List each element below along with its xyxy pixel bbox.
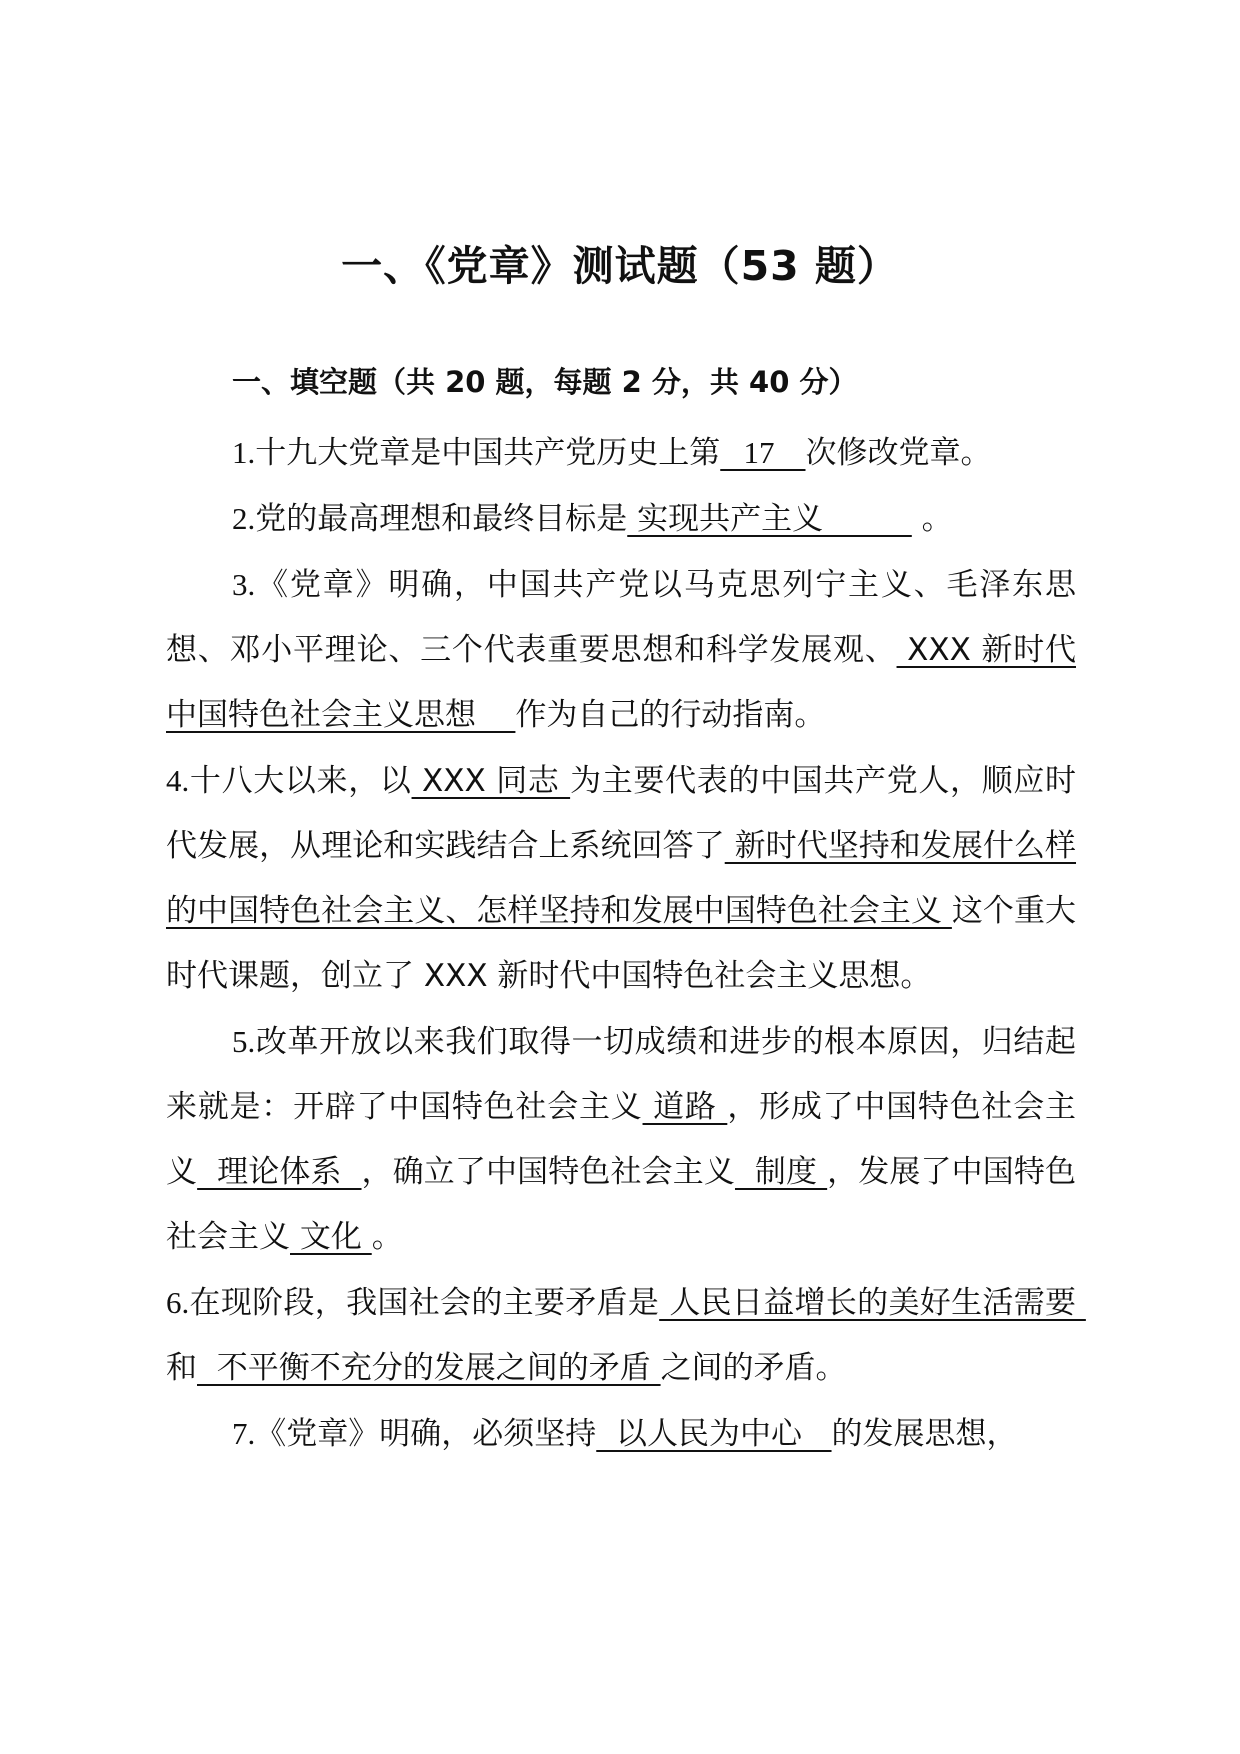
page-title: 一、《党章》测试题（53 题） xyxy=(341,242,899,290)
question-number: 7. xyxy=(232,1416,256,1451)
question-number: 1. xyxy=(232,435,256,470)
answer-blank: 不平衡不充分的发展之间的矛盾 xyxy=(197,1350,661,1386)
question-list xyxy=(166,420,1086,1467)
answer-blank: 17 xyxy=(720,435,806,470)
question-2 xyxy=(166,486,1076,552)
answer-blank: XXX 同志 xyxy=(411,763,571,799)
question-text: 之间的矛盾。 xyxy=(660,1350,847,1386)
question-5 xyxy=(166,1009,1076,1270)
question-text: 《党章》明确，必须坚持 xyxy=(255,1416,597,1452)
question-4 xyxy=(166,748,1076,1009)
question-number: 2. xyxy=(232,501,256,536)
question-number: 4. xyxy=(166,763,190,798)
answer-blank: 理论体系 xyxy=(197,1154,362,1190)
question-7 xyxy=(166,1401,1076,1467)
answer-blank: 文化 xyxy=(290,1219,372,1255)
answer-blank: 人民日益增长的美好生活需要 xyxy=(659,1285,1086,1321)
answer-blank: 制度 xyxy=(734,1154,828,1190)
question-text: 的发展思想， xyxy=(831,1416,1018,1452)
question-3 xyxy=(166,552,1076,748)
question-6 xyxy=(166,1270,1086,1401)
question-text: ，发展了中国特色社会主义 xyxy=(166,1154,1077,1255)
question-text: 。 xyxy=(911,501,953,537)
question-text: ，形成了中国特色社会主义 xyxy=(166,1089,1076,1190)
question-text: 和 xyxy=(166,1350,197,1386)
question-text: 十九大党章是中国共产党历史上第 xyxy=(255,435,721,471)
question-text: 这个重大时代课题，创立了 XXX 新时代中国特色社会主义思想。 xyxy=(166,893,1076,994)
question-1 xyxy=(166,420,1076,486)
question-text: 十八大以来，以 xyxy=(189,763,412,799)
question-number: 6. xyxy=(166,1285,190,1320)
question-number: 5. xyxy=(232,1024,256,1059)
answer-blank: 以人民为中心 xyxy=(596,1416,832,1452)
question-number: 3. xyxy=(232,567,256,602)
answer-blank: 实现共产主义 xyxy=(627,501,912,537)
section-heading: 一、填空题（共 20 题，每题 2 分，共 40 分） xyxy=(232,365,858,399)
question-text: ，确立了中国特色社会主义 xyxy=(361,1154,735,1190)
question-text: 作为自己的行动指南。 xyxy=(515,697,826,733)
question-text: 次修改党章。 xyxy=(805,435,992,471)
question-text: 党的最高理想和最终目标是 xyxy=(255,501,628,537)
question-text: 。 xyxy=(371,1219,403,1255)
question-text: 改革开放以来我们取得一切成绩和进步的根本原因，归结起来就是：开辟了中国特色社会主义 xyxy=(166,1024,1076,1125)
question-text: 为主要代表的中国共产党人，顺应时代发展，从理论和实践结合上系统回答了 xyxy=(166,763,1077,864)
question-text: 在现阶段，我国社会的主要矛盾是 xyxy=(189,1285,660,1321)
answer-blank: 道路 xyxy=(642,1089,728,1125)
question-text: 《党章》明确，中国共产党以马克思列宁主义、毛泽东思想、邓小平理论、三个代表重要思想和科学发展观、 xyxy=(166,567,1076,668)
answer-blank: XXX 新时代中国特色社会主义思想 xyxy=(166,632,1076,733)
answer-blank: 新时代坚持和发展什么样的中国特色社会主义、怎样坚持和发展中国特色社会主义 xyxy=(166,828,1077,929)
